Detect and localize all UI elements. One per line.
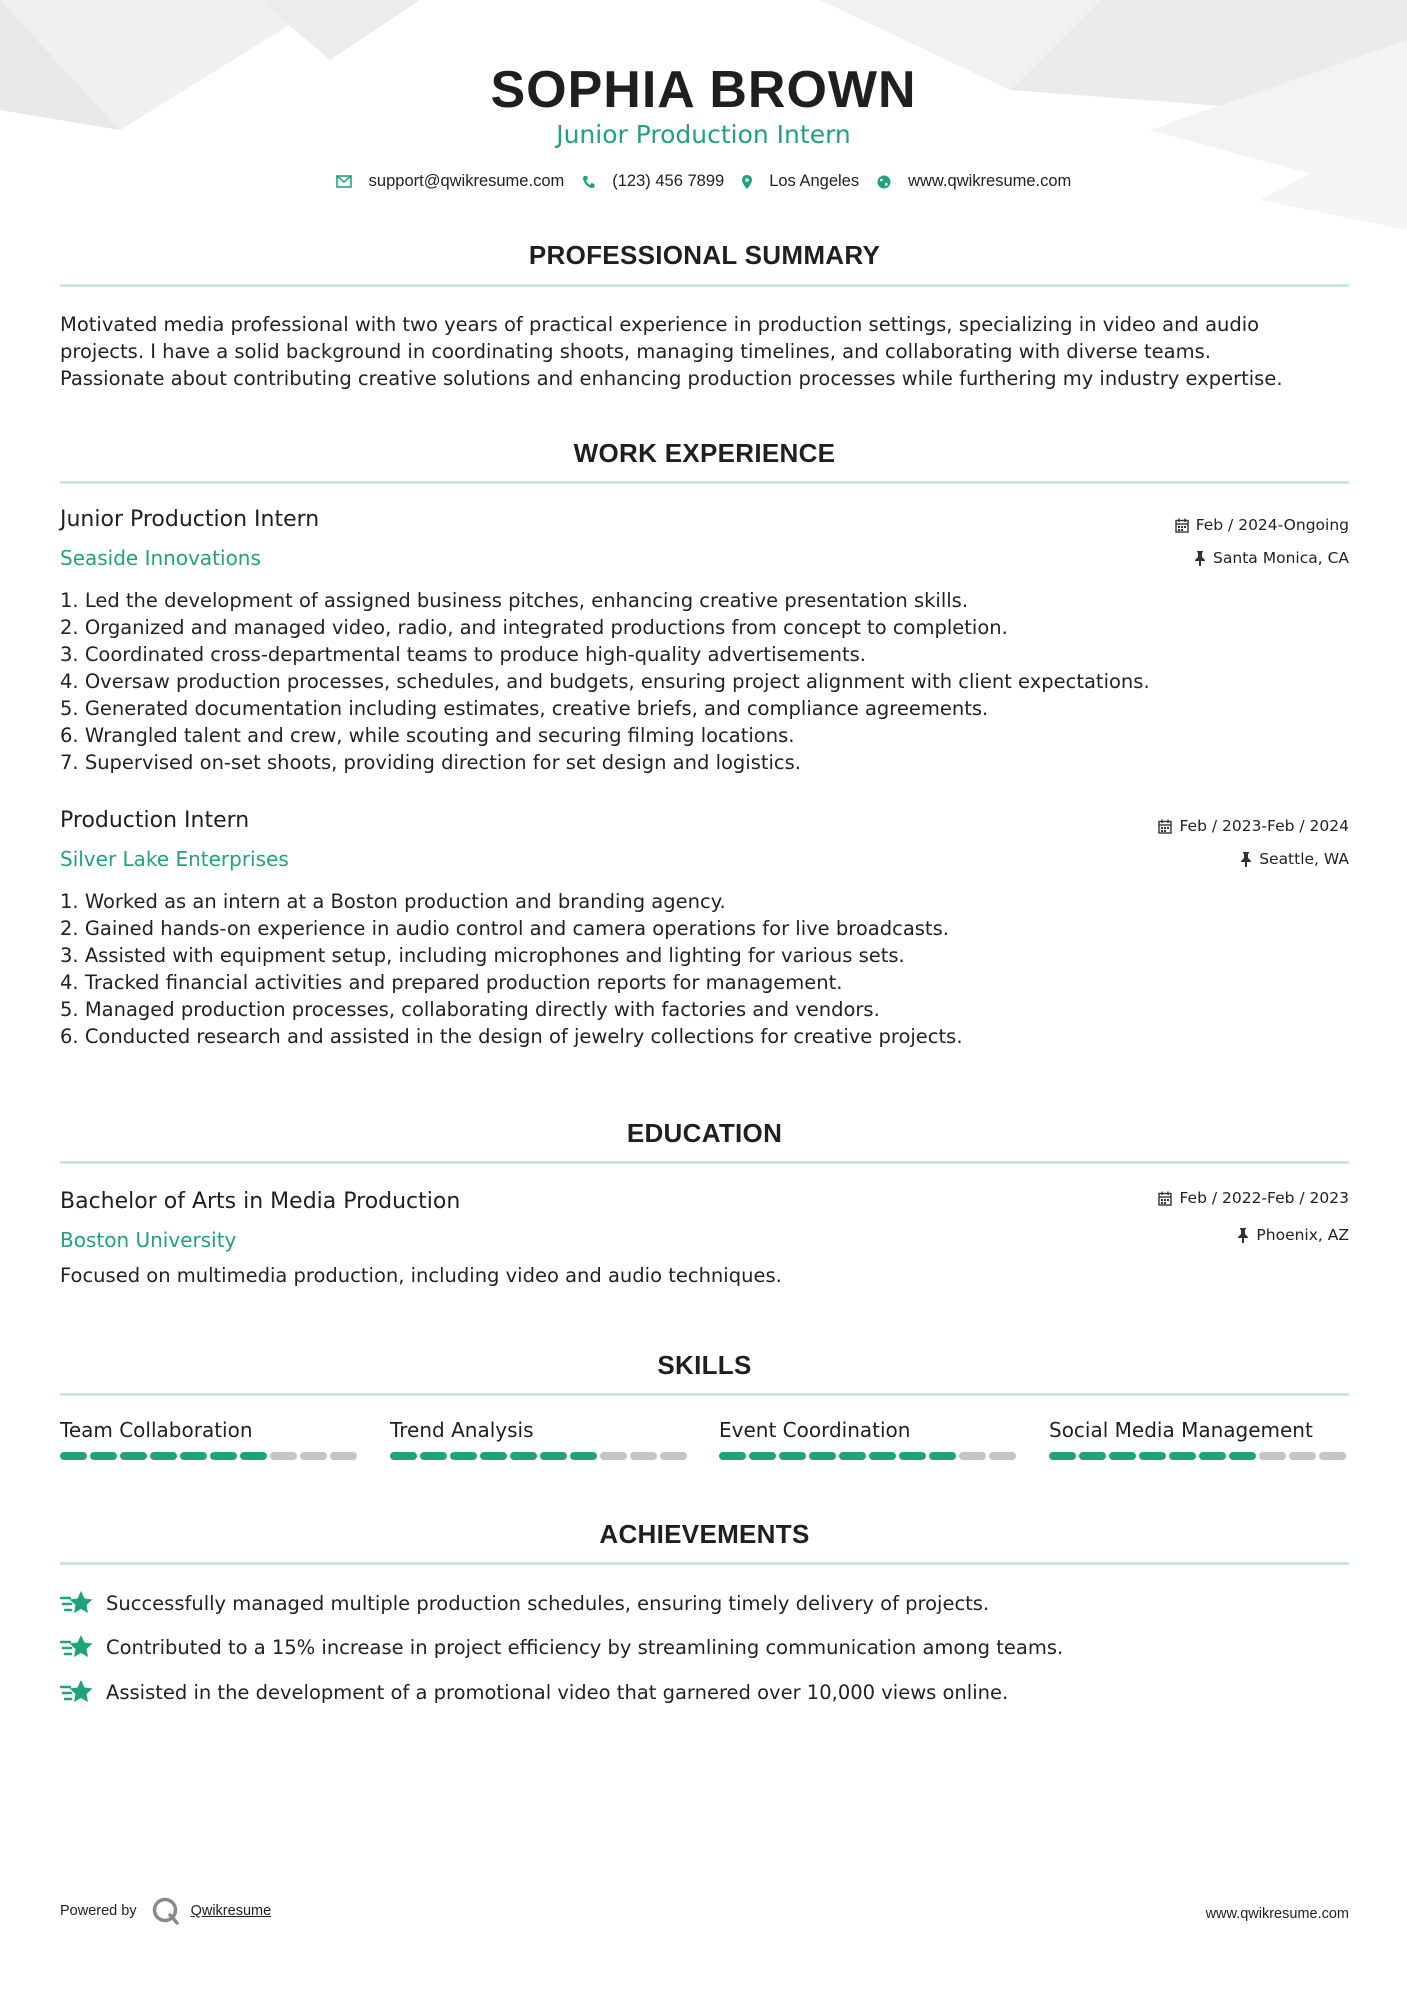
- powered-by-label: Powered by: [60, 1903, 137, 1919]
- summary-heading: PROFESSIONAL SUMMARY: [528, 240, 881, 270]
- candidate-title: Junior Production Intern: [556, 120, 851, 149]
- skill-segment-filled: [719, 1452, 746, 1460]
- job-dates-text: Feb / 2023-Feb / 2024: [1179, 817, 1349, 835]
- skill-segment-filled: [899, 1452, 926, 1460]
- achievement-item: [60, 1679, 1008, 1705]
- list-item: 1. Led the development of assigned business pitches, enhancing creative presentation skills.: [60, 589, 969, 612]
- achievements-divider: [60, 1562, 1349, 1565]
- list-item: 2. Gained hands-on experience in audio control and camera operations for live broadcasts.: [60, 917, 949, 940]
- education-description: Focused on multimedia production, including video and audio techniques.: [60, 1264, 782, 1287]
- star-achievement-icon: [60, 1634, 94, 1660]
- skill-label: Social Media Management: [1049, 1418, 1313, 1442]
- skill-segment-filled: [150, 1452, 177, 1460]
- contact-email-text: support@qwikresume.com: [368, 172, 565, 190]
- list-item: 5. Managed production processes, collaborating directly with factories and vendors.: [60, 998, 880, 1021]
- skill-segment-empty: [630, 1452, 657, 1460]
- degree-title: Bachelor of Arts in Media Production: [60, 1189, 461, 1214]
- skill-segment-filled: [1049, 1452, 1076, 1460]
- contact-location: [742, 172, 859, 191]
- skill-segment-filled: [1079, 1452, 1106, 1460]
- calendar-icon: [1158, 819, 1172, 834]
- phone-icon: [582, 175, 595, 189]
- job-location: [1194, 549, 1349, 567]
- list-item: 4. Tracked financial activities and prepared production reports for management.: [60, 971, 843, 994]
- contact-email[interactable]: [336, 172, 565, 191]
- skill-segment-filled: [1109, 1452, 1136, 1460]
- list-item: 1. Worked as an intern at a Boston production and branding agency.: [60, 890, 726, 913]
- education-dates-text: Feb / 2022-Feb / 2023: [1179, 1189, 1349, 1207]
- skill-segment-empty: [330, 1452, 357, 1460]
- skills-divider: [60, 1393, 1349, 1396]
- skill-segment-filled: [60, 1452, 87, 1460]
- school-name: Boston University: [60, 1228, 237, 1252]
- star-achievement-icon: [60, 1679, 94, 1705]
- achievement-text: Assisted in the development of a promotional video that garnered over 10,000 views online.: [106, 1680, 1009, 1704]
- footer-powered-by: [60, 1896, 271, 1926]
- skill-level-bar: [390, 1452, 690, 1460]
- summary-text: [60, 311, 1360, 392]
- achievements-heading: ACHIEVEMENTS: [599, 1519, 810, 1549]
- contact-website[interactable]: [877, 172, 1071, 191]
- list-item: 6. Conducted research and assisted in the design of jewelry collections for creative projects.: [60, 1025, 963, 1048]
- skill-segment-filled: [570, 1452, 597, 1460]
- pushpin-icon: [1240, 852, 1252, 867]
- list-item: 3. Assisted with equipment setup, including microphones and lighting for various sets.: [60, 944, 905, 967]
- achievement-text: Contributed to a 15% increase in project efficiency by streamlining communication among teams.: [106, 1635, 1064, 1659]
- skill-item: [390, 1418, 690, 1460]
- calendar-icon: [1175, 518, 1189, 533]
- skill-segment-filled: [180, 1452, 207, 1460]
- skill-level-bar: [1049, 1452, 1349, 1460]
- contact-website-text: www.qwikresume.com: [908, 172, 1072, 190]
- skill-segment-filled: [1199, 1452, 1226, 1460]
- skill-segment-empty: [1259, 1452, 1286, 1460]
- skill-segment-filled: [1229, 1452, 1256, 1460]
- skill-item: [1049, 1418, 1349, 1460]
- job-company: Seaside Innovations: [60, 546, 261, 570]
- summary-line: Passionate about contributing creative solutions and enhancing production processes while furthering my industry expertise.: [60, 367, 1283, 390]
- summary-line: Motivated media professional with two years of practical experience in production settings, specializing in video and audio: [60, 313, 1260, 336]
- education-dates: [1158, 1189, 1349, 1207]
- list-item: 5. Generated documentation including estimates, creative briefs, and compliance agreements.: [60, 697, 989, 720]
- star-achievement-icon: [60, 1590, 94, 1616]
- job-location: [1240, 850, 1349, 868]
- job-location-text: Seattle, WA: [1259, 850, 1349, 868]
- pushpin-icon: [1194, 551, 1206, 566]
- contact-bar: [0, 172, 1407, 191]
- skill-item: [60, 1418, 360, 1460]
- summary-line: projects. I have a solid background in coordinating shoots, managing timelines, and collaborating with diverse teams.: [60, 340, 1211, 363]
- job-location-text: Santa Monica, CA: [1213, 549, 1349, 567]
- education-location: [1237, 1226, 1349, 1244]
- skill-segment-filled: [1169, 1452, 1196, 1460]
- education-heading: EDUCATION: [626, 1118, 783, 1148]
- qwikresume-link[interactable]: Qwikresume: [190, 1903, 272, 1919]
- skill-level-bar: [719, 1452, 1019, 1460]
- skill-label: Event Coordination: [719, 1418, 911, 1442]
- job-title: Production Intern: [60, 808, 250, 833]
- skill-segment-empty: [300, 1452, 327, 1460]
- skill-segment-filled: [1139, 1452, 1166, 1460]
- skill-level-bar: [60, 1452, 360, 1460]
- skill-segment-filled: [120, 1452, 147, 1460]
- list-item: 6. Wrangled talent and crew, while scouting and securing filming locations.: [60, 724, 795, 747]
- skill-label: Trend Analysis: [390, 1418, 534, 1442]
- job-dates-text: Feb / 2024-Ongoing: [1195, 516, 1349, 534]
- achievement-item: [60, 1634, 1063, 1660]
- footer-website[interactable]: www.qwikresume.com: [1205, 1906, 1349, 1922]
- skill-segment-empty: [600, 1452, 627, 1460]
- education-divider: [60, 1161, 1349, 1164]
- achievement-item: [60, 1590, 989, 1616]
- skill-segment-filled: [420, 1452, 447, 1460]
- pushpin-icon: [1237, 1228, 1249, 1243]
- skill-segment-empty: [660, 1452, 687, 1460]
- experience-heading: WORK EXPERIENCE: [573, 438, 836, 468]
- list-item: 3. Coordinated cross-departmental teams to produce high-quality advertisements.: [60, 643, 866, 666]
- skill-segment-filled: [809, 1452, 836, 1460]
- experience-divider: [60, 481, 1349, 484]
- summary-divider: [60, 284, 1349, 287]
- job-title: Junior Production Intern: [60, 507, 320, 532]
- skill-segment-filled: [390, 1452, 417, 1460]
- contact-phone[interactable]: [582, 172, 724, 191]
- skill-segment-filled: [90, 1452, 117, 1460]
- skill-segment-filled: [510, 1452, 537, 1460]
- skills-heading: SKILLS: [657, 1350, 752, 1380]
- skill-segment-filled: [450, 1452, 477, 1460]
- skill-segment-filled: [749, 1452, 776, 1460]
- skill-segment-empty: [270, 1452, 297, 1460]
- skill-segment-filled: [540, 1452, 567, 1460]
- list-item: 4. Oversaw production processes, schedules, and budgets, ensuring project alignment with client expectations.: [60, 670, 1150, 693]
- contact-phone-text: (123) 456 7899: [612, 172, 725, 190]
- skill-segment-filled: [869, 1452, 896, 1460]
- job-company: Silver Lake Enterprises: [60, 847, 289, 871]
- calendar-icon: [1158, 1191, 1172, 1206]
- job-bullets: [60, 587, 1360, 776]
- job-dates: [1158, 817, 1349, 835]
- achievement-text: Successfully managed multiple production schedules, ensuring timely delivery of projects.: [106, 1591, 990, 1615]
- map-pin-icon: [742, 175, 752, 189]
- list-item: 7. Supervised on-set shoots, providing direction for set design and logistics.: [60, 751, 802, 774]
- skill-segment-filled: [929, 1452, 956, 1460]
- job-dates: [1175, 516, 1349, 534]
- skill-segment-filled: [240, 1452, 267, 1460]
- skill-segment-empty: [989, 1452, 1016, 1460]
- candidate-name: SOPHIA BROWN: [490, 61, 917, 119]
- list-item: 2. Organized and managed video, radio, and integrated productions from concept to completion.: [60, 616, 1008, 639]
- skill-segment-empty: [959, 1452, 986, 1460]
- skill-segment-empty: [1319, 1452, 1346, 1460]
- skill-item: [719, 1418, 1019, 1460]
- qwikresume-logo-icon: [151, 1896, 181, 1926]
- skill-segment-filled: [779, 1452, 806, 1460]
- education-location-text: Phoenix, AZ: [1256, 1226, 1349, 1244]
- job-bullets: [60, 888, 1360, 1050]
- contact-location-text: Los Angeles: [769, 172, 860, 190]
- skill-segment-filled: [210, 1452, 237, 1460]
- skill-segment-empty: [1289, 1452, 1316, 1460]
- globe-icon: [877, 175, 891, 189]
- skill-segment-filled: [839, 1452, 866, 1460]
- skill-segment-filled: [480, 1452, 507, 1460]
- skill-label: Team Collaboration: [60, 1418, 253, 1442]
- envelope-icon: [336, 175, 352, 188]
